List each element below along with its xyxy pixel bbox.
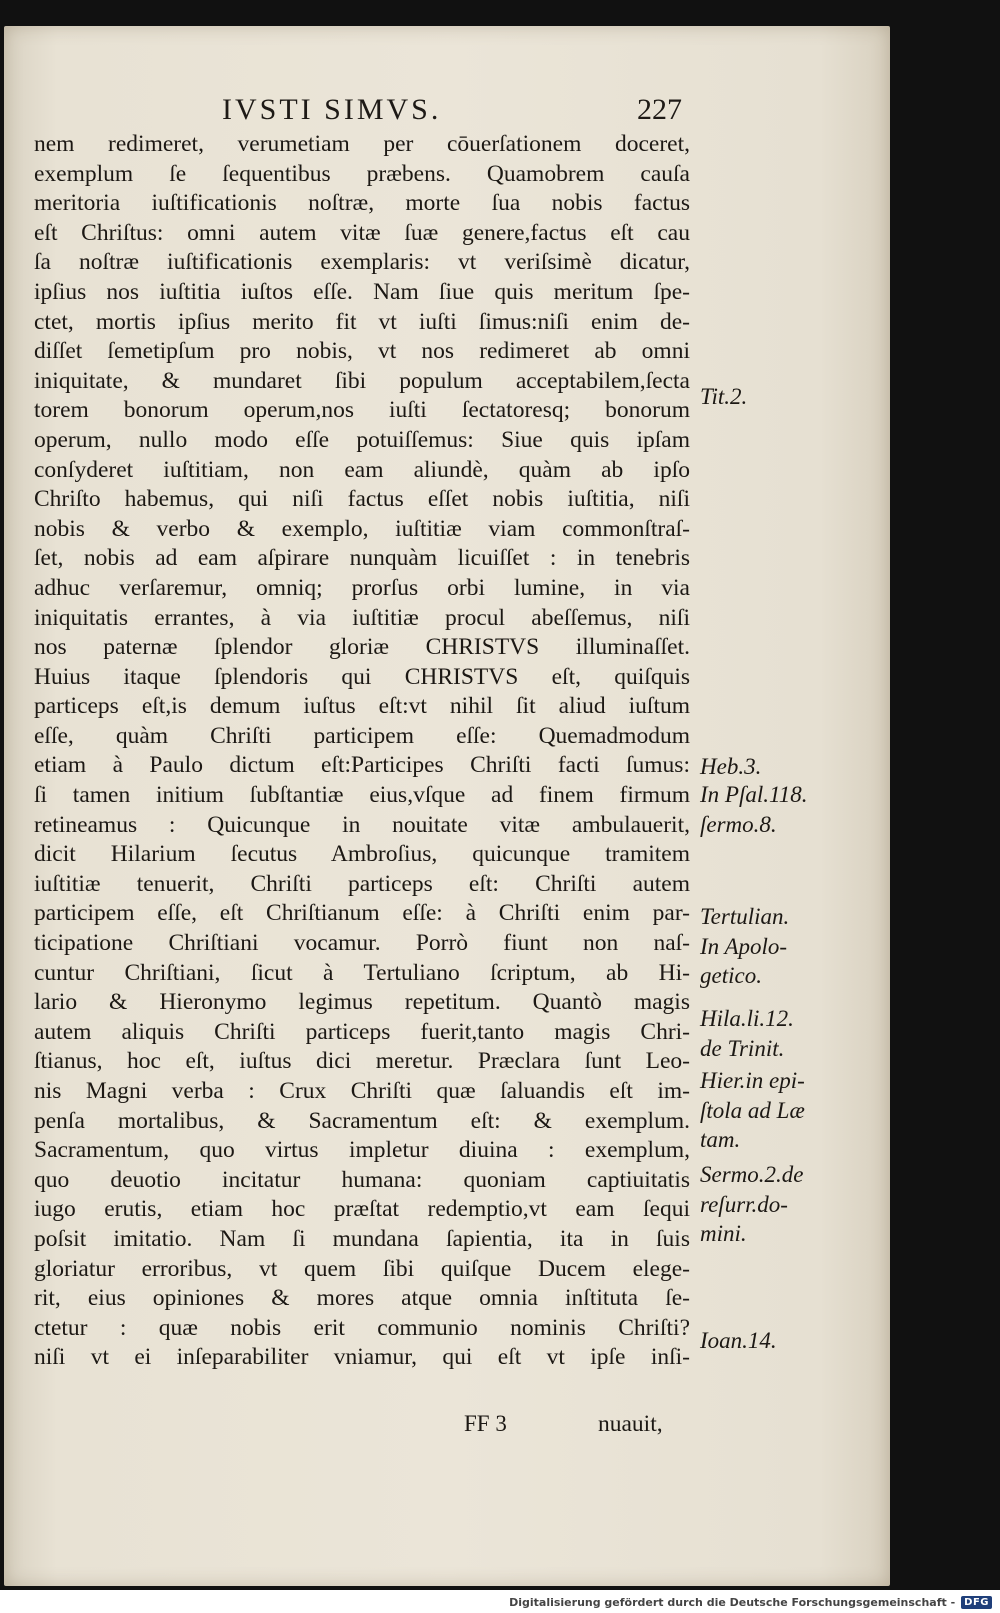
dfg-logo: DFG — [961, 1596, 992, 1609]
text-line: retineamus : Quicunque in nouitate vitæ ambulauerit, — [34, 811, 690, 838]
margin-note-line: Sermo.2.de — [700, 1162, 804, 1187]
margin-note-line: Heb.3. — [700, 754, 762, 779]
margin-note — [700, 1066, 805, 1155]
credit-text: Digitalisierung gefördert durch die Deutsche Forschungsgemeinschaft - — [509, 1595, 956, 1609]
text-line: poſsit imitatio. Nam ſi mundana ſapientia, ita in ſuis — [34, 1225, 690, 1252]
text-line: Chriſto habemus, qui niſi factus eſſet nobis iuſtitia, niſi — [34, 486, 690, 513]
text-line: eſſe, quàm Chriſti participem eſſe: Quemadmodum — [34, 722, 690, 749]
signature-mark: FF 3 — [464, 1411, 507, 1436]
text-line: gloriatur erroribus, vt quem ſibi quiſque Ducem elege- — [34, 1255, 690, 1282]
text-line: lario & Hieronymo legimus repetitum. Quantò magis — [34, 989, 690, 1016]
text-line: iuſtitiæ tenuerit, Chriſti particeps eſt: Chriſti autem — [34, 870, 690, 897]
margin-note — [700, 752, 761, 782]
text-line: cuntur Chriſtiani, ſicut à Tertuliano ſcriptum, ab Hi- — [34, 959, 690, 986]
text-line: iniquitate, & mundaret ſibi populum acceptabilem,ſecta — [34, 367, 690, 394]
text-line: nis Magni verba : Crux Chriſti quæ ſaluandis eſt im- — [34, 1078, 690, 1104]
text-line: ctet, mortis ipſius merito fit vt iuſti ſimus:niſi enim de- — [34, 308, 690, 335]
margin-note — [700, 1004, 794, 1063]
margin-note-line: tam. — [700, 1127, 741, 1153]
margin-note — [700, 902, 789, 991]
text-line: Sacramentum, quo virtus impletur diuina : exemplum, — [34, 1137, 690, 1164]
text-line: diſſet ſemetipſum pro nobis, vt nos redimeret ab omni — [34, 338, 690, 365]
text-line: ſtianus, hoc eſt, iuſtus dici meretur. Præclara ſunt Leo- — [34, 1048, 690, 1075]
text-line: ipſius nos iuſtitia iuſtos eſſe. Nam ſiue quis meritum ſpe- — [34, 278, 690, 305]
text-line: nobis & verbo & exemplo, iuſtitiæ viam commonſtraſ- — [34, 515, 690, 542]
text-line: iugo erutis, etiam hoc præſtat redemptio,vt eam ſequi — [34, 1196, 690, 1223]
text-line: eſt Chriſtus: omni autem vitæ ſuæ genere,factus eſt cau — [34, 219, 690, 246]
margin-note — [700, 780, 808, 839]
text-line: dicit Hilarium ſecutus Ambroſius, quicunque tramitem — [34, 841, 690, 868]
text-line: rit, eius opiniones & mores atque omnia inſtituta ſe- — [34, 1285, 690, 1312]
margin-note-line: reſurr.do- — [700, 1191, 788, 1217]
text-line: iniquitatis errantes, à via iuſtitiæ procul abeſſemus, niſi — [34, 604, 690, 631]
margin-note-line: Tit.2. — [700, 384, 748, 409]
main-text-block — [34, 130, 690, 1373]
text-line: penſa mortalibus, & Sacramentum eſt: & exemplum. — [34, 1107, 690, 1134]
text-line: nos paternæ ſplendor gloriæ CHRISTVS illuminaſſet. — [34, 634, 690, 661]
text-line: ſi tamen initium ſubſtantiæ eius,vſque ad finem firmum — [34, 782, 690, 809]
margin-note-line: In Apolo- — [700, 933, 788, 959]
text-line: particeps eſt,is demum iuſtus eſt:vt nihil ſit aliud iuſtum — [34, 693, 690, 720]
margin-note-line: de Trinit. — [700, 1035, 785, 1061]
margin-note-line: Tertulian. — [700, 904, 790, 929]
text-line: ticipatione Chriſtiani vocamur. Porrò fiunt non naſ- — [34, 930, 690, 957]
book-page — [4, 26, 890, 1586]
text-line: autem aliquis Chriſti particeps fuerit,tanto magis Chri- — [34, 1018, 690, 1045]
text-line: nem redimeret, verumetiam per cōuerſationem doceret, — [34, 131, 690, 157]
text-line: ſet, nobis ad eam aſpirare nunquàm licuiſſet : in tenebris — [34, 545, 690, 572]
margin-note — [700, 1326, 777, 1356]
text-line: meritoria iuſtificationis noſtræ, morte ſua nobis factus — [34, 190, 690, 217]
text-line: conſyderet iuſtitiam, non eam aliundè, quàm ab ipſo — [34, 456, 690, 483]
text-line: niſi vt ei inſeparabiliter vniamur, qui eſt vt ipſe inſi- — [34, 1344, 690, 1371]
text-line: adhuc verſaremur, omniq; prorſus orbi lumine, in via — [34, 574, 690, 601]
text-line: operum, nullo modo eſſe potuiſſemus: Siue quis ipſam — [34, 426, 690, 453]
margin-note — [700, 1160, 803, 1249]
margin-note-line: mini. — [700, 1221, 747, 1247]
running-head — [222, 88, 682, 132]
page-number: 227 — [637, 93, 682, 126]
text-line: ſa noſtræ iuſtificationis exemplaris: vt veriſsimè dicatur, — [34, 249, 690, 276]
margin-note-line: ſermo.8. — [700, 811, 777, 837]
margin-note-line: ſtola ad Læ — [700, 1097, 805, 1123]
margin-note — [700, 382, 747, 412]
margin-note-line: Ioan.14. — [700, 1328, 777, 1353]
digitization-credit — [509, 1594, 992, 1610]
text-line: ctetur : quæ nobis erit communio nominis Chriſti? — [34, 1314, 690, 1341]
margin-note-line: In Pſal.118. — [700, 782, 808, 807]
text-line: etiam à Paulo dictum eſt:Participes Chriſti facti ſumus: — [34, 752, 690, 779]
catchword: nuauit, — [598, 1411, 663, 1437]
margin-note-line: getico. — [700, 963, 762, 989]
text-line: participem eſſe, eſt Chriſtianum eſſe: à Chriſti enim par- — [34, 900, 690, 927]
margin-note-line: Hila.li.12. — [700, 1006, 794, 1031]
text-line: quo deuotio incitatur humana: quoniam captiuitatis — [34, 1166, 690, 1193]
text-line: Huius itaque ſplendoris qui CHRISTVS eſt, quiſquis — [34, 663, 690, 690]
text-line: exemplum ſe ſequentibus præbens. Quamobrem cauſa — [34, 160, 690, 187]
text-line: torem bonorum operum,nos iuſti ſectatoresq; bonorum — [34, 397, 690, 424]
margin-note-line: Hier.in epi- — [700, 1068, 805, 1093]
running-title: IVSTI SIMVS. — [222, 93, 442, 126]
